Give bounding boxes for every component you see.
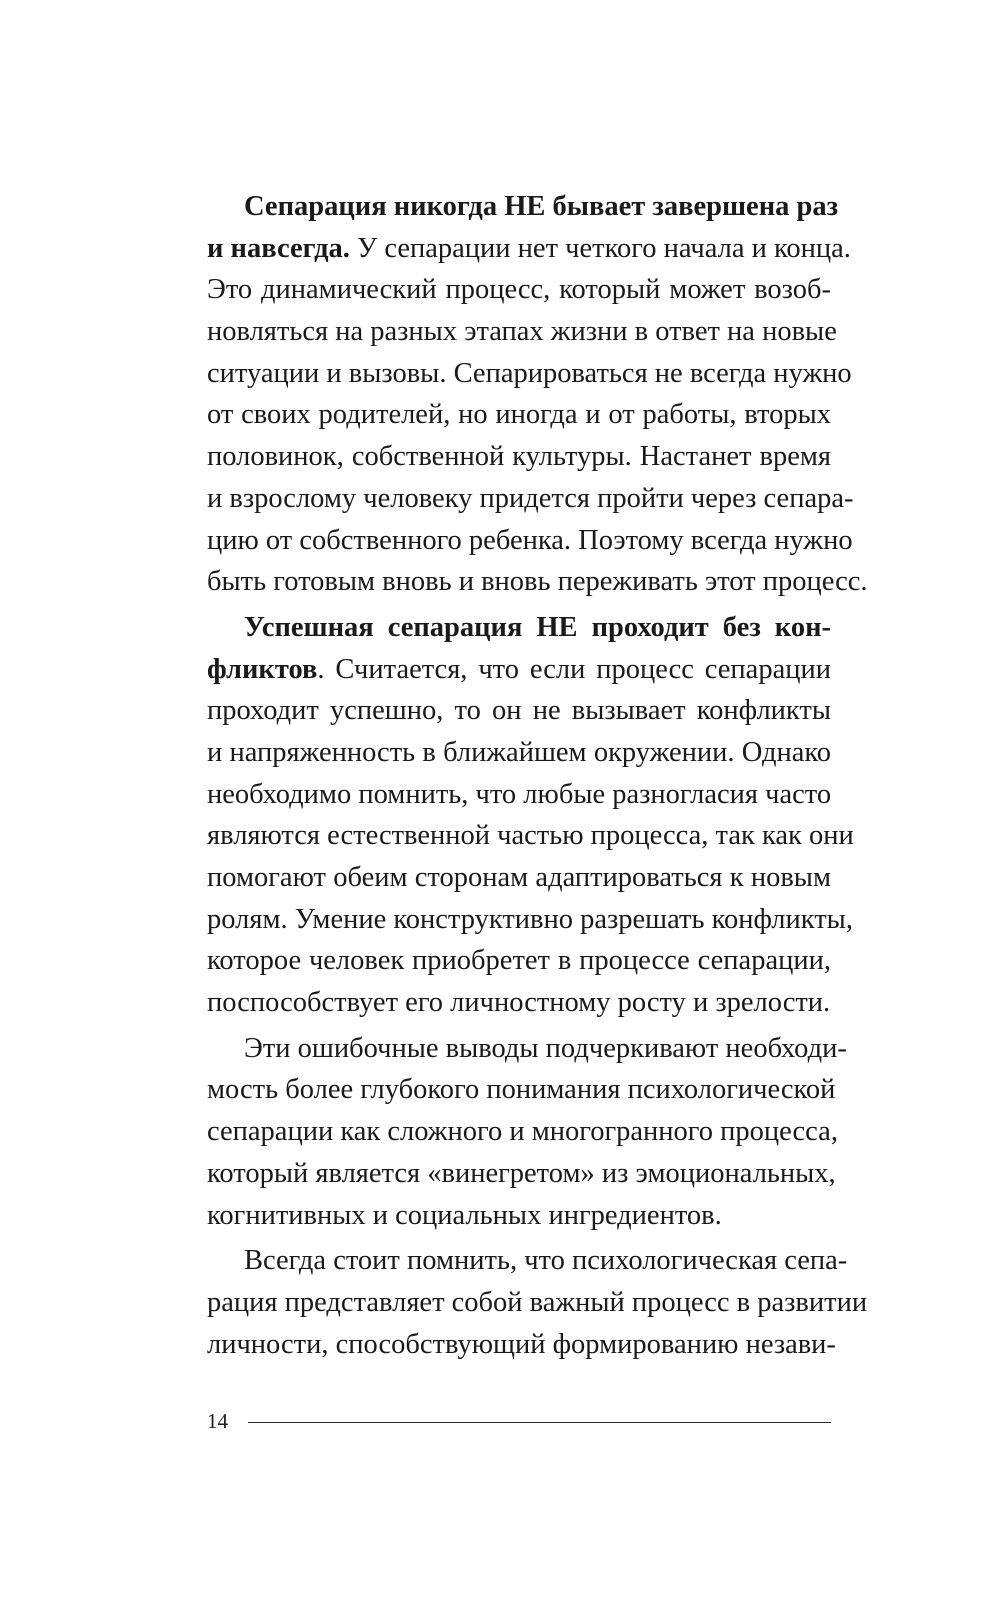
paragraph [207,1240,868,1365]
text-run: которое человек приобретет в процессе сепарации, [207,945,831,977]
bold-text: Успешная сепарация НЕ проходит без кон- [244,611,831,643]
text-run: от своих родителей, но иногда и от работы, вторых [207,399,831,431]
text-run: помогают обеим сторонам адаптироваться к новым [207,862,831,893]
text-line [207,607,831,649]
text-run: Всегда стоит помнить, что психологическая сепа- [244,1245,848,1277]
text-line [207,1028,847,1070]
text-run: новляться на разных этапах жизни в ответ на новые [207,316,837,348]
text-run: личности, способствующий формированию незави- [207,1328,836,1360]
text-run: сепарации как сложного и многогранного процесса, [207,1116,838,1148]
text-line [207,436,831,478]
text-line [207,1069,836,1111]
text-run: рация представляет собой важный процесс в развитии [207,1286,868,1318]
text-run: У сепарации нет четкого начала и конца. [349,232,851,264]
text-line [207,815,854,857]
bold-text: фликтов [207,653,318,685]
text-run: и взрослому человеку придется пройти через сепара- [207,482,854,514]
text-run: Эти ошибочные выводы подчеркивают необходи- [244,1032,847,1064]
text-line [207,520,853,562]
text-run: быть готовым вновь и вновь переживать этот процесс. [207,566,868,598]
text-line [207,857,831,899]
text-line [207,478,854,520]
bold-text: Сепарация никогда НЕ бывает завершена раз [244,191,839,222]
text-run: являются естественной частью процесса, так как они [207,820,854,852]
text-line [207,561,868,603]
text-line [207,1195,831,1237]
text-line [207,940,831,982]
text-run: необходимо помнить, что любые разногласия часто [207,778,832,810]
text-run: когнитивных и социальных ингредиентов. [207,1199,722,1231]
paragraph [207,607,854,1024]
text-run: половинок, собственной культуры. Настанет время [207,441,831,473]
text-line [207,732,831,774]
text-line [207,394,831,436]
text-line [207,269,831,311]
text-line [207,649,831,691]
text-line [207,1282,868,1324]
paragraph [207,1028,847,1236]
text-line [207,186,839,228]
text-line [207,228,851,270]
text-line [207,982,831,1024]
text-line [207,1111,838,1153]
text-line [207,1240,848,1282]
text-run: и напряженность в ближайшем окружении. Однако [207,736,831,768]
text-line [207,899,853,941]
text-run: который является «винегретом» из эмоциональных, [207,1157,836,1189]
text-run: ситуации и вызовы. Сепарироваться не всегда нужно [207,357,852,389]
text-line [207,690,831,732]
text-run: поспособствует его личностному росту и зрелости. [207,987,831,1019]
text-line [207,311,837,353]
text-line [207,353,852,395]
text-line [207,1153,836,1195]
text-run: цию от собственного ребенка. Поэтому всегда нужно [207,524,853,556]
body-text [207,186,868,1365]
page-footer [207,1406,831,1436]
text-run: проходит успешно, то он не вызывает конфликты [207,695,831,727]
footer-rule [248,1422,831,1423]
text-run: . Считается, что если процесс сепарации [317,653,831,685]
bold-text: и навсегда. [207,232,350,264]
text-run: Это динамический процесс, который может возоб- [207,274,831,306]
text-run: мость более глубокого понимания психологической [207,1074,836,1106]
text-run: ролям. Умение конструктивно разрешать конфликты, [207,903,853,935]
paragraph [207,186,868,603]
text-line [207,774,831,816]
text-line [207,1324,836,1366]
page-number: 14 [207,1409,228,1433]
